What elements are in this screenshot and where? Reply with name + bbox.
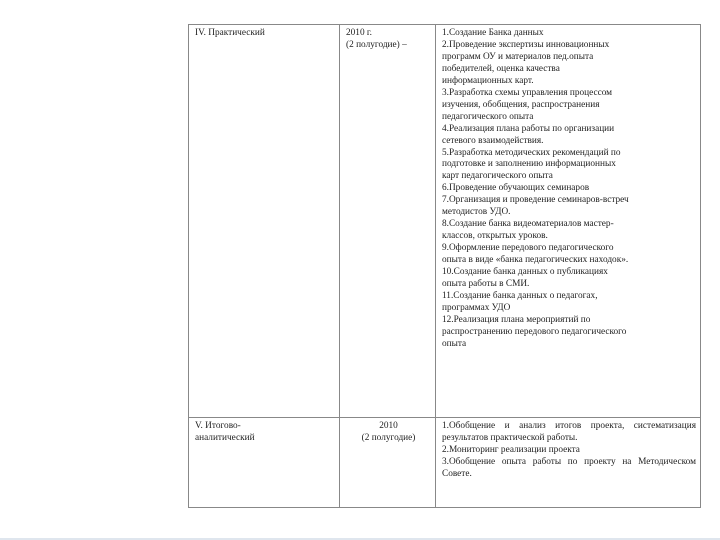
task-line: 4.Реализация плана работы по организации bbox=[442, 123, 615, 134]
task-line: классов, открытых уроков. bbox=[442, 231, 548, 242]
project-plan-table bbox=[188, 24, 701, 508]
task-line: программ ОУ и материалов пед.опыта bbox=[442, 51, 594, 62]
task-line: 9.Оформление передового педагогического bbox=[442, 243, 614, 254]
stage-label: IV. Практический bbox=[195, 28, 265, 38]
period-line: (2 полугодие) bbox=[361, 432, 416, 443]
task-line: карт педагогического опыта bbox=[442, 171, 553, 182]
task-line: 2.Проведение экспертизы инновационных bbox=[442, 39, 610, 50]
task-line: педагогического опыта bbox=[442, 111, 534, 122]
stage-cell bbox=[189, 25, 340, 418]
task-line: методистов УДО. bbox=[442, 207, 511, 218]
task-line: 5.Разработка методических рекомендаций по bbox=[442, 147, 621, 158]
task-line: подготовке и заполнению информационных bbox=[442, 159, 616, 170]
task-line: 2.Мониторинг реализации проекта bbox=[442, 444, 580, 455]
period-line: 2010 bbox=[379, 421, 398, 431]
table-row-practical bbox=[189, 25, 701, 418]
period-cell bbox=[340, 418, 436, 508]
task-line: программах УДО bbox=[442, 302, 511, 313]
task-line: сетевого взаимодействия. bbox=[442, 135, 544, 146]
tasks-cell bbox=[436, 25, 701, 418]
task-line: распространению передового педагогического bbox=[442, 326, 627, 337]
period-cell bbox=[340, 25, 436, 418]
task-line: 10.Создание банка данных о публикациях bbox=[442, 267, 608, 278]
task-line: 3.Обобщение опыта работы по проекту на Методическом Совете. bbox=[442, 456, 696, 479]
stage-label: V. Итогово- bbox=[195, 421, 241, 431]
period-line: 2010 г. bbox=[346, 28, 373, 38]
task-line: 8.Создание банка видеоматериалов мастер- bbox=[442, 219, 614, 230]
task-line: 11.Создание банка данных о педагогах, bbox=[442, 290, 598, 301]
task-line: 1.Обобщение и анализ итогов проекта, систематизация результатов практической работы. bbox=[442, 421, 696, 443]
task-line: 3.Разработка схемы управления процессом bbox=[442, 87, 613, 98]
table-row-final bbox=[189, 418, 701, 508]
task-line: опыта в виде «банка педагогических находок». bbox=[442, 255, 629, 266]
task-line: 7.Организация и проведение семинаров-встреч bbox=[442, 195, 629, 206]
stage-label: аналитический bbox=[195, 432, 255, 443]
task-line: победителей, оценка качества bbox=[442, 63, 560, 74]
period-line: (2 полугодие) – bbox=[346, 39, 407, 50]
task-line: опыта работы в СМИ. bbox=[442, 279, 530, 290]
task-line: информационных карт. bbox=[442, 75, 534, 86]
task-line: 1.Создание Банка данных bbox=[442, 28, 544, 38]
task-line: 6.Проведение обучающих семинаров bbox=[442, 183, 590, 194]
task-line: опыта bbox=[442, 338, 467, 349]
tasks-cell bbox=[436, 418, 701, 508]
task-line: изучения, обобщения, распространения bbox=[442, 99, 600, 110]
task-line: 12.Реализация плана мероприятий по bbox=[442, 314, 591, 325]
stage-cell bbox=[189, 418, 340, 508]
